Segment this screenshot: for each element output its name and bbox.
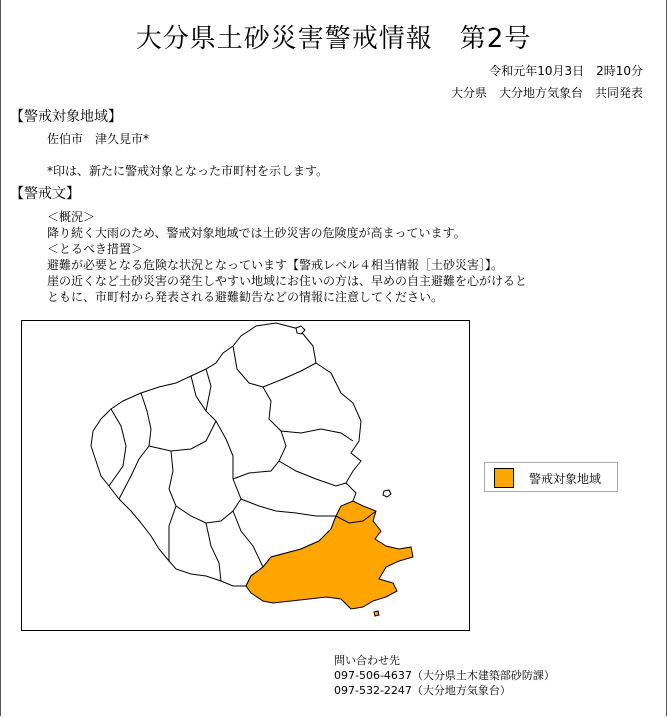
issuer: 大分県 大分地方気象台 共同発表 [450,86,643,100]
overview-text: 降り続く大雨のため、警戒対象地域では土砂災害の危険度が高まっています。 [47,226,466,240]
contact-phone-2: 097-532-2247（大分地方気象台） [334,684,511,697]
target-area-list: 佐伯市 津久見市* [47,132,150,146]
contact-label: 問い合わせ先 [334,654,400,667]
island-icon [296,326,305,334]
island-icon [374,611,379,616]
prefecture-map [21,320,470,631]
contact-phone-1: 097-506-4637（大分県土木建築部砂防課） [334,669,555,682]
target-area-heading: 【警戒対象地域】 [10,109,122,125]
map-legend [484,462,618,492]
page-title: 大分県土砂災害警戒情報 第2号 [135,24,532,54]
action-text-1: 避難が必要となる危険な状況となっています【警戒レベル４相当情報［土砂災害］】。 [47,258,504,272]
overview-label: ＜概況＞ [47,210,96,224]
warning-heading: 【警戒文】 [10,186,80,202]
action-label: ＜とるべき措置＞ [47,242,144,256]
island-icon [383,490,391,497]
issue-date: 令和元年10月3日 2時10分 [489,64,643,78]
legend-label: 警戒対象地域 [529,472,602,486]
map-svg [22,321,469,630]
target-area-note: *印は、新たに警戒対象となった市町村を示します。 [47,164,329,178]
action-text-2: 崖の近くなど土砂災害の発生しやすい地域にお住いの方は、早めの自主避難を心がけると [47,274,528,288]
legend-swatch-icon [494,468,514,488]
action-text-3: ともに、市町村から発表される避難勧告などの情報に注意してください。 [47,290,444,304]
